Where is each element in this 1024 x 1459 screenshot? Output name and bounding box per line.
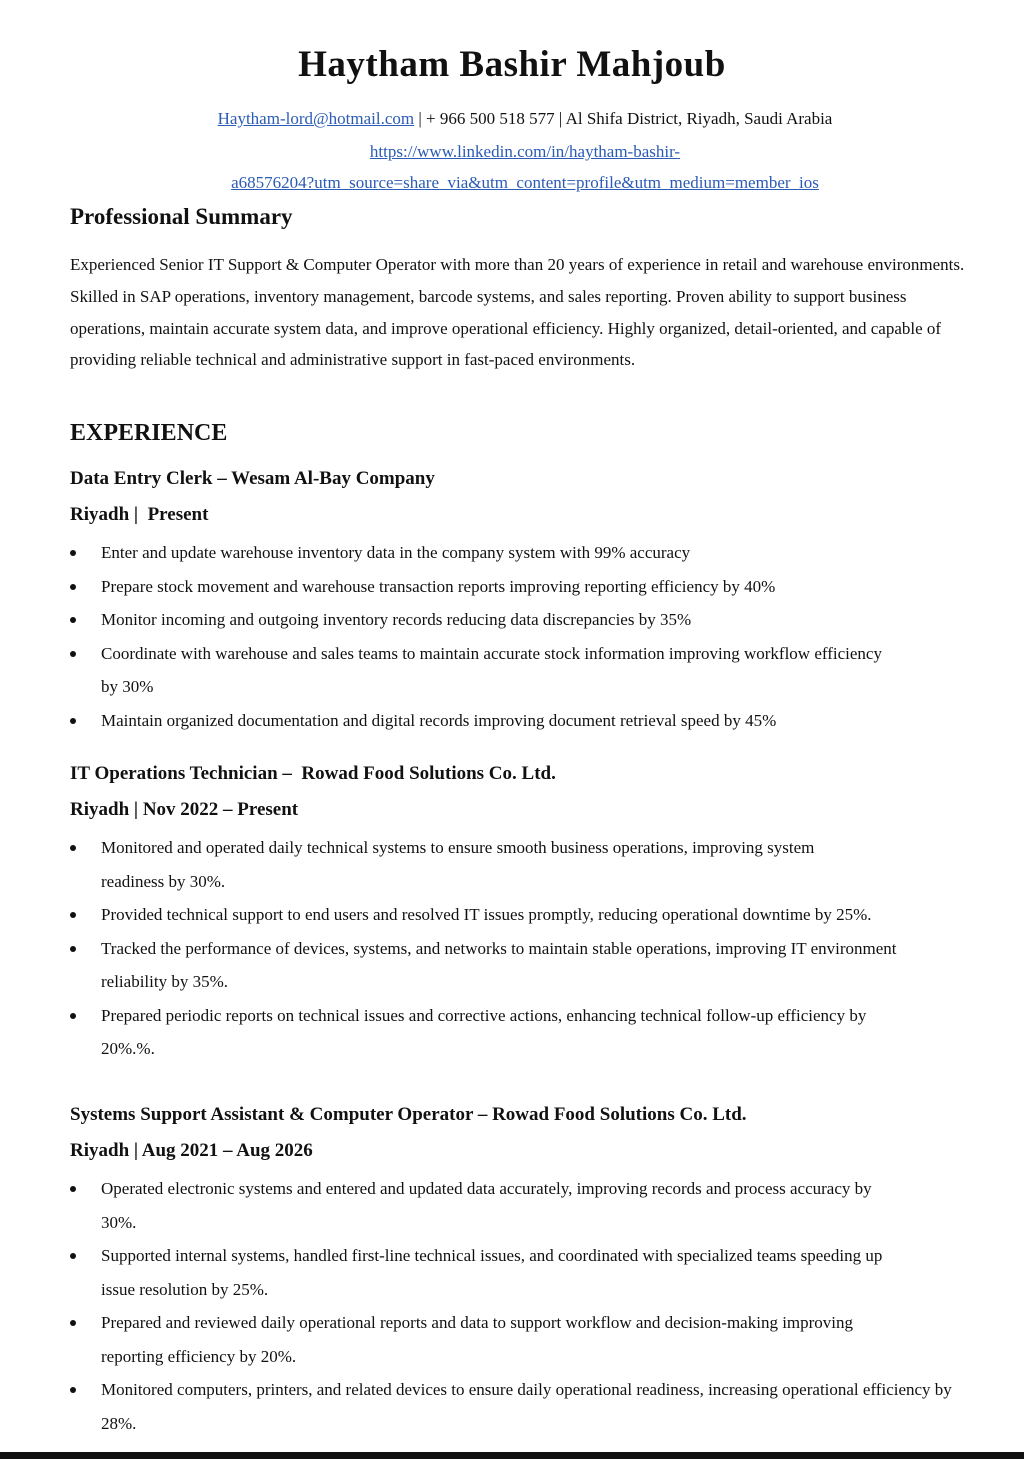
experience-heading: EXPERIENCE [70, 420, 228, 446]
linkedin-line-2 [0, 172, 1024, 194]
job-title: Systems Support Assistant & Computer Operator – Rowad Food Solutions Co. Ltd. [70, 1104, 747, 1125]
list-item: Coordinate with warehouse and sales teams to maintain accurate stock information improving workflow efficiency by 30% [70, 637, 901, 704]
summary-text: Experienced Senior IT Support & Computer Operator with more than 20 years of experience in retail and warehouse environments. Skilled in SAP operations, inventory management, barcode systems, and sales reporting. Proven ability to support business operations, maintain accurate system data, and improve operational efficiency. Highly organized, detail-oriented, and capable of providing reliable technical and administrative support in fast-paced environments. [70, 255, 965, 370]
list-item: Monitored and operated daily technical systems to ensure smooth business operations, improving system readiness by 30%. [70, 831, 861, 898]
list-item: Enter and update warehouse inventory data in the company system with 99% accuracy [70, 536, 980, 570]
list-item: Prepare stock movement and warehouse transaction reports improving reporting efficiency by 40% [70, 570, 980, 604]
job-location-date: Riyadh | Present [70, 504, 209, 525]
list-item: Monitor incoming and outgoing inventory records reducing data discrepancies by 35% [70, 603, 980, 637]
email-link[interactable]: Haytham-lord@hotmail.com [217, 109, 415, 128]
page-bottom-border [0, 1452, 1024, 1459]
candidate-name: Haytham Bashir Mahjoub [298, 44, 726, 85]
list-item: Provided technical support to end users and resolved IT issues promptly, reducing operational downtime by 25%. [70, 898, 980, 932]
linkedin-link-part-1[interactable]: https://www.linkedin.com/in/haytham-bashir- [369, 142, 681, 161]
job-bullet-list [70, 536, 980, 737]
summary-heading: Professional Summary [70, 204, 293, 229]
contact-line [0, 108, 1024, 130]
list-item: Prepared periodic reports on technical issues and corrective actions, enhancing technical follow-up efficiency by 20%.%. [70, 999, 891, 1066]
contact-details: | + 966 500 518 577 | Al Shifa District, Riyadh, Saudi Arabia [414, 109, 833, 128]
linkedin-line-1 [0, 141, 1024, 163]
list-item: Supported internal systems, handled first-line technical issues, and coordinated with specialized teams speeding up issue resolution by 25%. [70, 1239, 911, 1306]
linkedin-link-part-2[interactable]: a68576204?utm_source=share_via&utm_content=profile&utm_medium=member_ios [231, 173, 819, 192]
job-title: IT Operations Technician – Rowad Food Solutions Co. Ltd. [70, 763, 556, 784]
list-item: Operated electronic systems and entered and updated data accurately, improving records and process accuracy by 30%. [70, 1172, 901, 1239]
job-location-date: Riyadh | Nov 2022 – Present [70, 799, 299, 820]
list-item: Tracked the performance of devices, systems, and networks to maintain stable operations, improving IT environment reliability by 35%. [70, 932, 921, 999]
job-location-date: Riyadh | Aug 2021 – Aug 2026 [70, 1140, 313, 1161]
list-item: Prepared and reviewed daily operational reports and data to support workflow and decision-making improving reporting efficiency by 20%. [70, 1306, 891, 1373]
list-item: Maintain organized documentation and digital records improving document retrieval speed by 45% [70, 704, 980, 738]
job-bullet-list [70, 831, 980, 1066]
job-title: Data Entry Clerk – Wesam Al-Bay Company [70, 468, 435, 489]
list-item: Monitored computers, printers, and related devices to ensure daily operational readiness, increasing operational efficiency by 28%. [70, 1373, 981, 1440]
job-bullet-list [70, 1172, 980, 1440]
